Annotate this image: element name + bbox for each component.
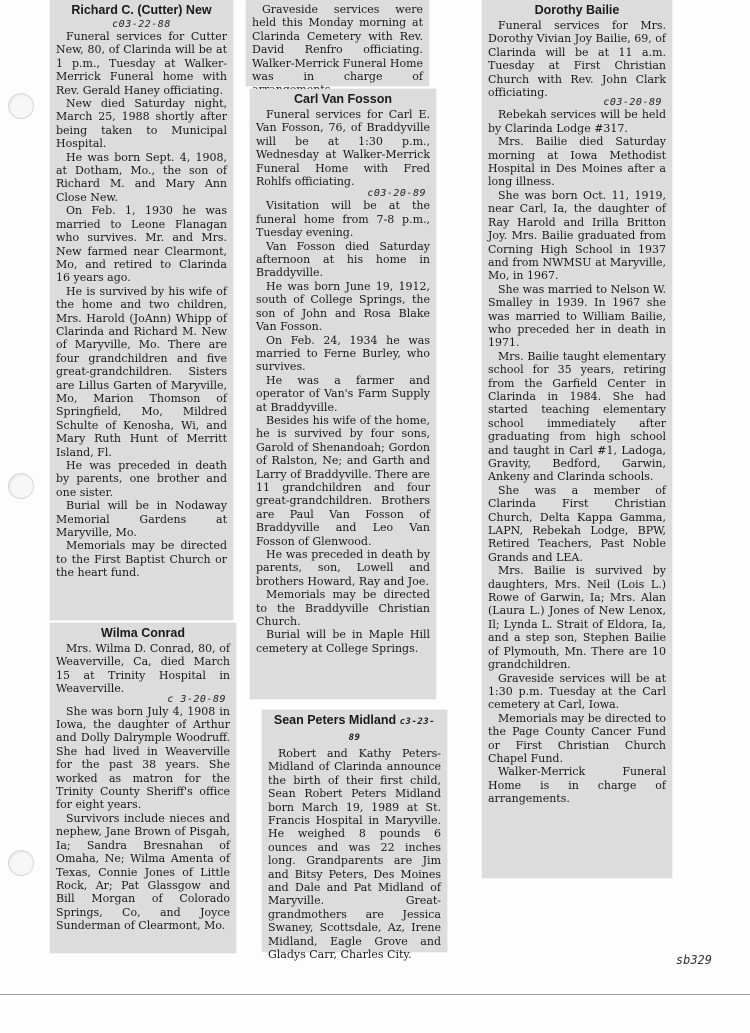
obituary-paragraph: Graveside services will be at 1:30 p.m. Tuesday at the Carl cemetery at Carl, Iowa.: [488, 671, 666, 712]
obituary-paragraph: Besides his wife of the home, he is survived by four sons, Garold of Shenandoah; Gordon of Ralston, Ne; and Garth and Larry of Braddyville. There are 11 grandchildren and four great-grandchildren. Brothers are Paul Van Fosson of Braddyville and Leo Van Fosson of Glenwood.: [256, 413, 430, 548]
page-number-note: sb329: [675, 953, 712, 967]
binder-hole: [8, 93, 34, 119]
obituary-paragraph: On Feb. 1, 1930 he was married to Leone Flanagan who survives. Mr. and Mrs. New farmed near Clearmont, Mo, and retired to Clarinda 16 years ago.: [56, 204, 227, 285]
handwritten-date: c 3-20-89: [167, 693, 226, 705]
handwritten-date: c03-20-89: [603, 97, 662, 109]
obituary-richard-new: [50, 0, 233, 620]
obituary-paragraph: Memorials may be directed to the First Baptist Church or the heart fund.: [56, 539, 227, 580]
obituary-paragraph: He was preceded in death by parents, one brother and one sister.: [56, 459, 227, 499]
obituary-paragraph: New died Saturday night, March 25, 1988 shortly after being taken to Municipal Hospital.: [56, 97, 227, 151]
obituary-paragraph: Mrs. Bailie died Saturday morning at Iowa Methodist Hospital in Des Moines after a long illness.: [488, 135, 666, 189]
obituary-paragraph: On Feb. 24, 1934 he was married to Ferne Burley, who survives.: [256, 333, 430, 374]
obituary-paragraph: Funeral services for Mrs. Dorothy Vivian Joy Bailie, 69, of Clarinda will be at 11 a.m. Tuesday at First Christian Church with Rev. John Clark officiating.: [488, 19, 666, 100]
obituary-paragraph: Mrs. Wilma D. Conrad, 80, of Weaverville, Ca, died March 15 at Trinity Hospital in Weaverville.: [56, 642, 230, 696]
obituary-paragraph: Memorials may be directed to the Braddyville Christian Church.: [256, 588, 430, 629]
obituary-paragraph: Rebekah services will be held by Clarinda Lodge #317.: [488, 108, 666, 135]
obituary-paragraph: Funeral services for Carl E. Van Fosson, 76, of Braddyville will be at 1:30 p.m., Wednesday at Walker-Merrick Funeral Home with Fred Rohlfs officiating.: [256, 108, 430, 189]
handwritten-date: c03-22-88: [112, 19, 171, 30]
obituary-paragraph: Burial will be in Nodaway Memorial Gardens at Maryville, Mo.: [56, 499, 227, 540]
obituary-paragraph: She was married to Nelson W. Smalley in 1939. In 1967 she was married to William Bailie, who preceded her in death in 1971.: [488, 282, 666, 350]
obituary-paragraph: Van Fosson died Saturday afternoon at his home in Braddyville.: [256, 239, 430, 280]
obituary-paragraph: She was born July 4, 1908 in Iowa, the daughter of Arthur and Dolly Dalrymple Woodruff. She had lived in Weaverville for the past 38 years. She worked as matron for the Trinity County Sheriff's office for eight years.: [56, 704, 230, 812]
obituary-heading: Richard C. (Cutter) New: [71, 3, 212, 17]
obituary-paragraph: Survivors include nieces and nephew, Jane Brown of Pisgah, Ia; Sandra Bresnahan of Omaha, Ne; Wilma Amenta of Texas, Connie Jones of Little Rock, Ar; Pat Glassgow and Bill Morgan of Colorado Springs, Co, and Joyce Sunderman of Clearmont, Mo.: [56, 811, 230, 933]
binder-hole: [8, 473, 34, 499]
handwritten-date: c3-23-89: [348, 717, 436, 743]
birth-announcement-midland: [262, 710, 447, 962]
notice-paragraph: Graveside services were held this Monday morning at Clarinda Cemetery with Rev. David Renfro officiating. Walker-Merrick Funeral Home was in charge of: [252, 3, 424, 84]
obituary-paragraph: Funeral services for Cutter New, 80, of Clarinda will be at 1 p.m., Tuesday at Walker-Merrick Funeral home with Rev. Gerald Haney officiating.: [56, 30, 227, 97]
obituary-carl-van-fosson: [250, 89, 436, 699]
obituary-heading: Dorothy Bailie: [534, 3, 620, 17]
obituary-paragraph: He was a farmer and operator of Van's Farm Supply at Braddyville.: [256, 373, 430, 414]
notice-graveside: [246, 0, 429, 86]
obituary-paragraph: Memorials may be directed to the Page County Cancer Fund or First Christian Church Chapel Fund.: [488, 711, 666, 765]
obituary-heading: Wilma Conrad: [101, 626, 185, 640]
obituary-paragraph: He was born Sept. 4, 1908, at Dotham, Mo., the son of Richard M. and Mary Ann Close New.: [56, 150, 227, 204]
obituary-dorothy-bailie: [482, 0, 672, 878]
obituary-paragraph: Burial will be in Maple Hill cemetery at College Springs.: [256, 628, 430, 655]
obituary-wilma-conrad: [50, 623, 236, 953]
announcement-heading: [268, 713, 441, 745]
announcement-heading-text: Sean Peters Midland: [273, 713, 397, 727]
obituary-paragraph: He was born June 19, 1912, south of College Springs, the son of John and Rosa Blake Van Fosson.: [256, 279, 430, 334]
obituary-paragraph: She was a member of Clarinda First Christian Church, Delta Kappa Gamma, LAPN, Rebekah Lodge, BPW, Retired Teachers, Past Noble Grands and LEA.: [488, 483, 666, 564]
obituary-paragraph: He was preceded in death by parents, son, Lowell and brothers Howard, Ray and Joe.: [256, 548, 430, 588]
obituary-paragraph: Mrs. Bailie is survived by daughters, Mrs. Neil (Lois L.) Rowe of Garwin, Ia; Mrs. Alan (Laura L.) Jones of New Lenox, Il; Lynda L. Strait of Eldora, Ia, and a step son, Stephen Bailie of Plymouth, Mn. There are 10 grandchildren.: [488, 564, 666, 672]
obituary-paragraph: Mrs. Bailie taught elementary school for 35 years, retiring from the Garfield Center in Clarinda in 1984. She had started teaching elementary school immediately after graduating from high school and taught in Carl #1, Ladoga, Gravity, Bedford, Garwin, Ankeny and Clarinda schools.: [488, 349, 666, 484]
obituary-heading: Carl Van Fosson: [294, 92, 392, 106]
obituary-paragraph: He is survived by his wife of the home and two children, Mrs. Harold (JoAnn) Whipp of Clarinda and Richard M. New of Maryville, Mo. There are four grandchildren and five great-grandchildren. Sisters are Lillus Garten of Maryville, Mo, Marion Thomson of Springfield, Mo, Mildred Schulte of Kenosha, Wi, and Mary Ruth Hunt of Merritt Island, Fl.: [56, 284, 227, 459]
handwritten-date: c03-20-89: [367, 188, 426, 200]
binder-hole: [8, 850, 34, 876]
obituary-paragraph: Walker-Merrick Funeral Home is in charge of arrangements.: [488, 765, 666, 806]
obituary-paragraph: Visitation will be at the funeral home from 7-8 p.m., Tuesday evening.: [256, 199, 430, 240]
obituary-paragraph: She was born Oct. 11, 1919, near Carl, Ia, the daughter of Ray Harold and Irilla Britton Joy. Mrs. Bailie graduated from Corning High School in 1937 and from NWMSU at Maryville, Mo, in 1967.: [488, 188, 666, 283]
page-divider-line: [0, 994, 750, 995]
announcement-paragraph: Robert and Kathy Peters-Midland of Clarinda announce the birth of their first child, Sean Robert Peters Midland born March 19, 1989 at St. Francis Hospital in Maryville. He weighed 8 pounds 6 ounces and was 22 inches long. Grandparents are Jim and Bitsy Peters, Des Moines and Dale and Pat Midland of Maryville. Great-grandmothers are Jessica Swaney, Scottsdale, Az, Irene Midland, Eagle Grove and Gladys Carr, Charles City.: [268, 747, 441, 962]
